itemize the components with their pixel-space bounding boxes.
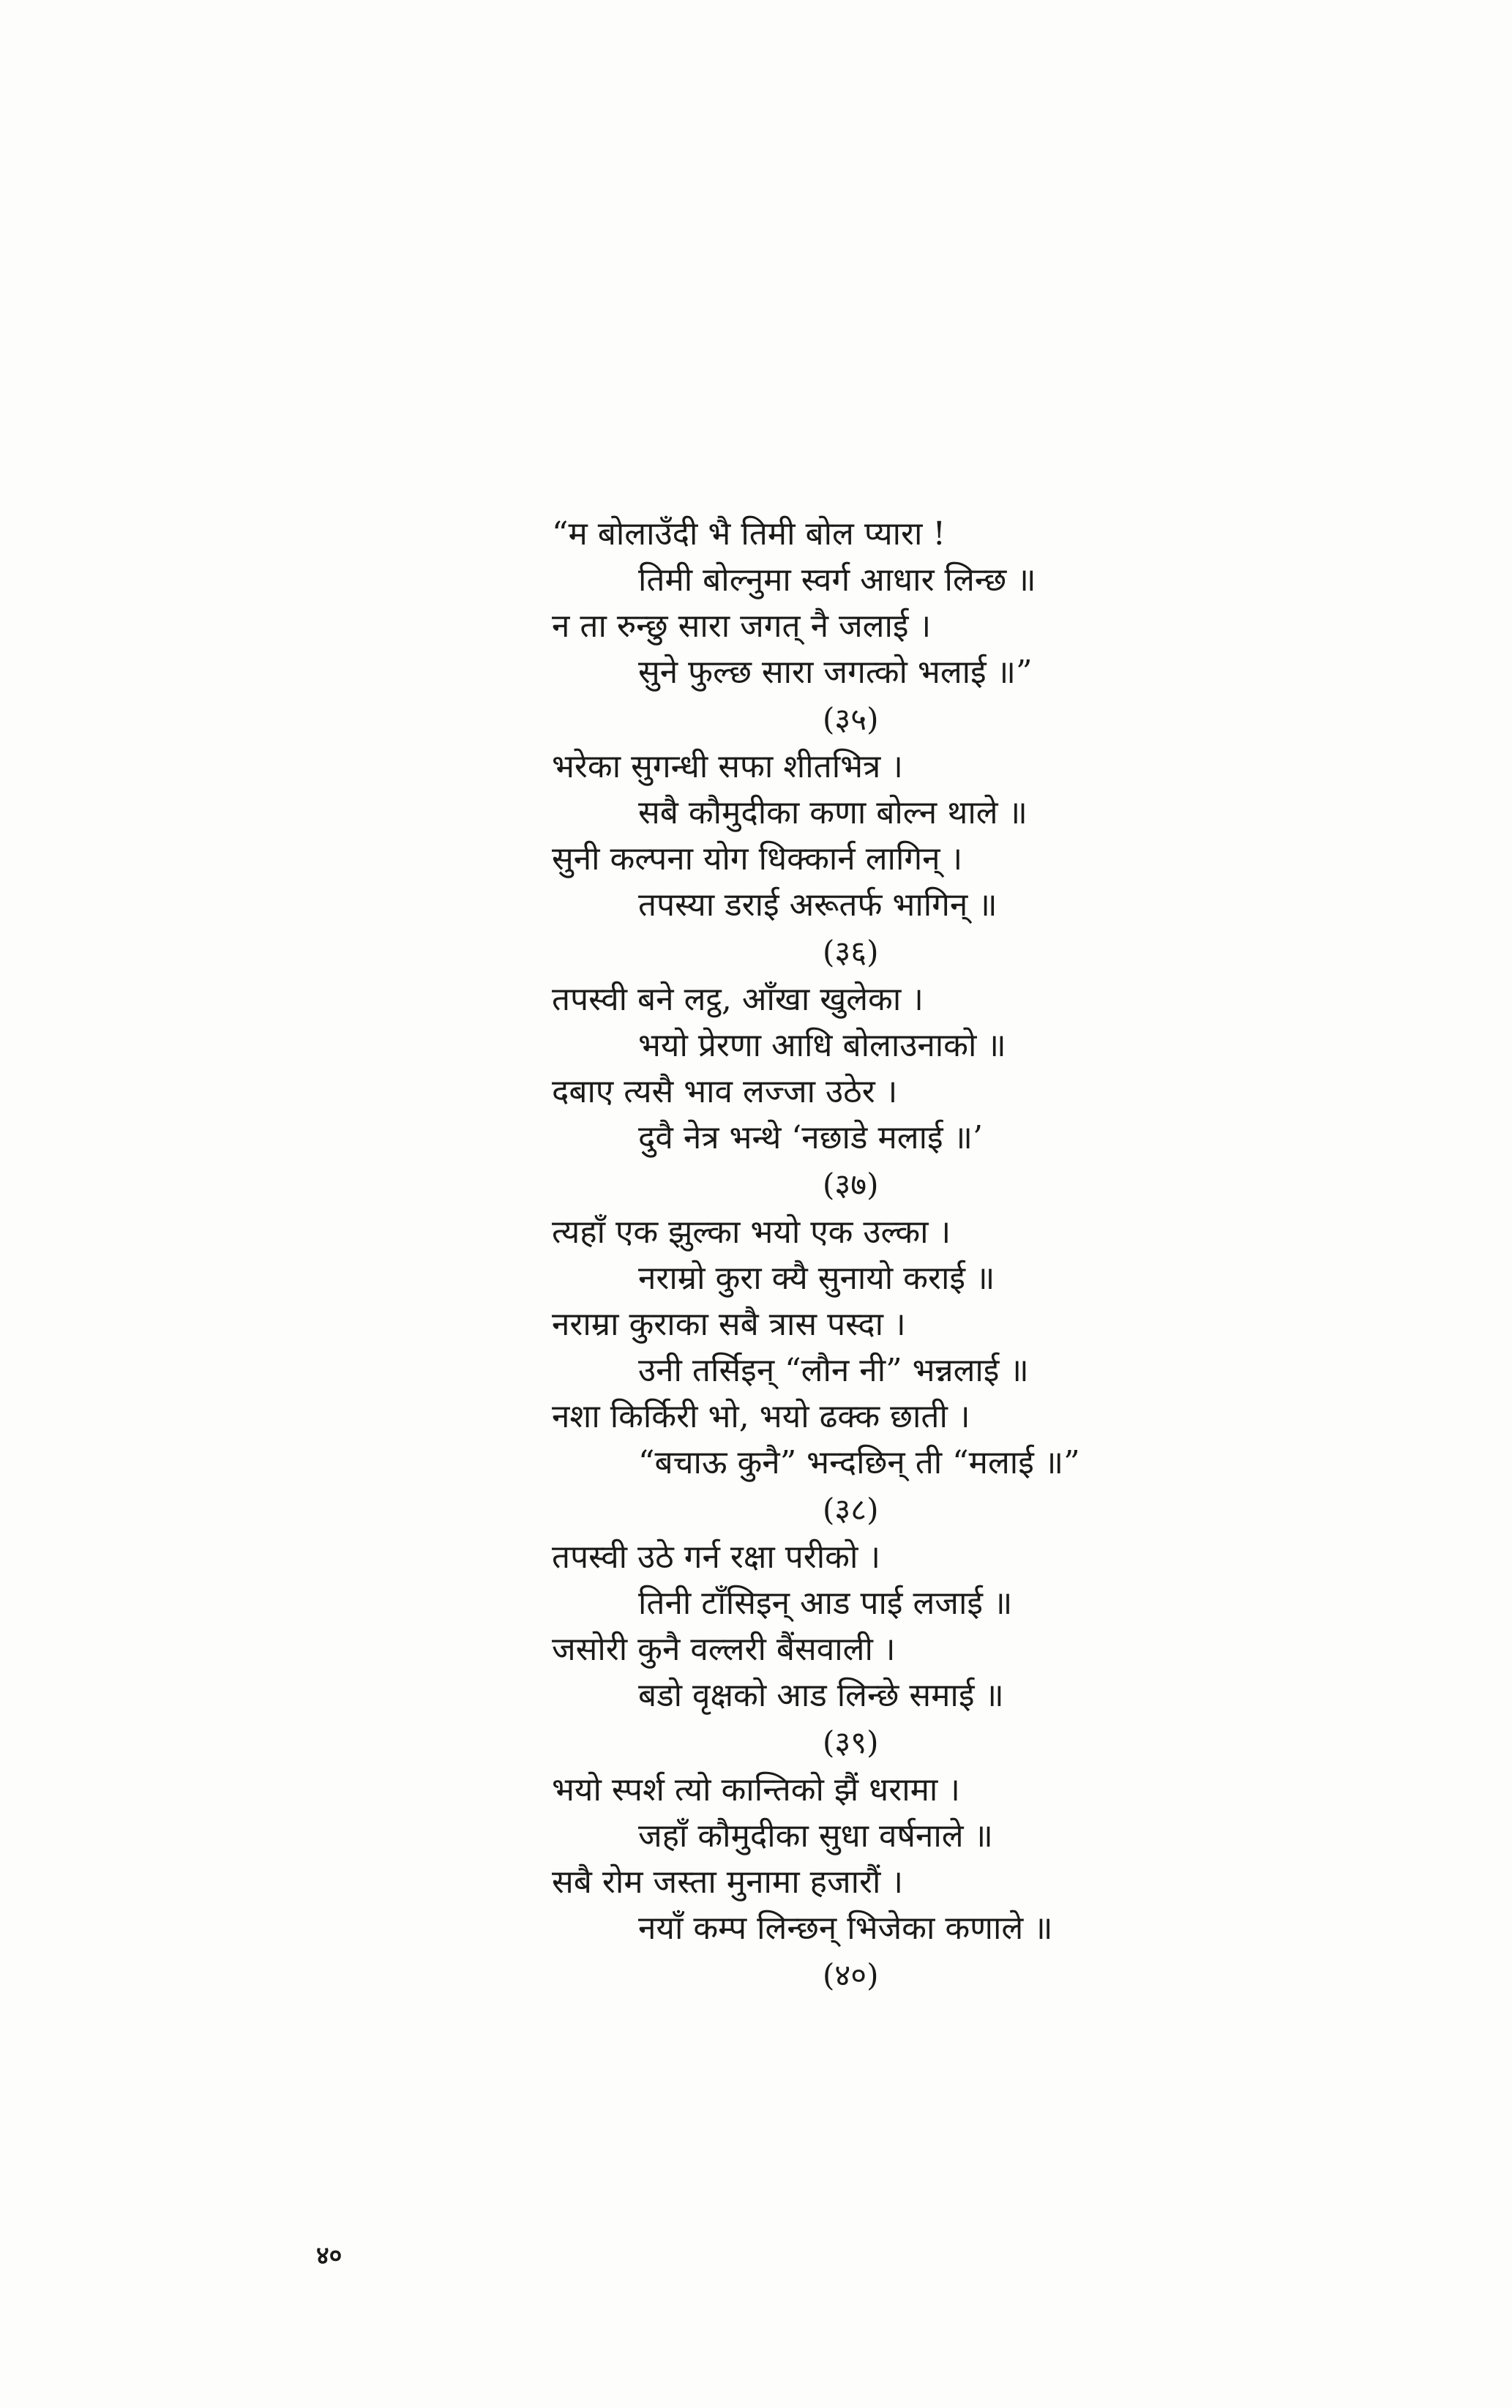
verse-line: नराम्रा कुराका सबै त्रास पस्दा । (552, 1306, 906, 1343)
stanza-number: (३५) (823, 701, 879, 737)
stanza-number: (४०) (823, 1957, 879, 1993)
verse-line: नयाँ कम्प लिन्छन् भिजेका कणाले ॥ (638, 1910, 1053, 1947)
verse-line: तपस्वी उठे गर्न रक्षा परीको । (552, 1538, 881, 1576)
verse-line: सुनी कल्पना योग धिक्कार्न लागिन् । (552, 840, 963, 878)
verse-line: दबाए त्यसै भाव लज्जा उठेर । (552, 1073, 898, 1110)
stanza (552, 976, 1210, 1209)
verse-line: भरेका सुगन्धी सफा शीतभित्र । (552, 748, 903, 785)
verse-line: “बचाऊ कुनै” भन्दछिन् ती “मलाई ॥” (638, 1444, 1080, 1481)
verse-line: उनी तर्सिइन् “लौन नी” भन्नलाई ॥ (638, 1352, 1029, 1389)
stanza (552, 1767, 1210, 2000)
verse-line: तपस्या डराई अरूतर्फ भागिन् ॥ (638, 886, 998, 924)
stanza (552, 1534, 1210, 1767)
stanza-number: (३९) (823, 1724, 879, 1760)
verse-line: सबै रोम जस्ता मुनामा हजारौं । (552, 1863, 904, 1901)
verse-line: भयो स्पर्श त्यो कान्तिको झैं धरामा । (552, 1771, 960, 1809)
verse-line: नराम्रो कुरा क्यै सुनायो कराई ॥ (638, 1260, 995, 1297)
verse-line: सुने फुल्छ सारा जगत्को भलाई ॥” (638, 654, 1033, 691)
verse-line: दुवै नेत्र भन्थे ‘नछाडे मलाई ॥’ (638, 1119, 983, 1156)
verse-line: त्यहाँ एक झुल्का भयो एक उल्का । (552, 1214, 951, 1251)
verse-line: भयो प्रेरणा आधि बोलाउनाको ॥ (638, 1027, 1006, 1064)
verse-line: “म बोलाउँदी भै तिमी बोल प्यारा ! (552, 515, 946, 553)
verse-line: तिमी बोल्नुमा स्वर्ग आधार लिन्छ ॥ (638, 561, 1036, 599)
stanza-number: (३७) (823, 1167, 879, 1203)
verse-line: नशा किर्किरी भो, भयो ढक्क छाती । (552, 1398, 970, 1435)
stanza (552, 511, 1210, 744)
verse-line: बडो वृक्षको आड लिन्छे समाई ॥ (638, 1677, 1004, 1714)
stanza (552, 744, 1210, 976)
verse-line: सबै कौमुदीका कणा बोल्न थाले ॥ (638, 794, 1028, 831)
verse-line: न ता रुन्छु सारा जगत् नै जलाई । (552, 607, 932, 645)
page-number: ४० (316, 2241, 343, 2270)
verse-line: तपस्वी बने लट्ठ, आँखा खुलेका । (552, 981, 924, 1018)
verse-line: जसोरी कुनै वल्लरी बैंसवाली । (552, 1631, 896, 1668)
poem-text (552, 511, 1210, 2000)
verse-line: जहाँ कौमुदीका सुधा वर्षनाले ॥ (638, 1817, 993, 1855)
verse-line: तिनी टाँसिइन् आड पाई लजाई ॥ (638, 1585, 1013, 1622)
stanza-number: (३८) (823, 1492, 879, 1528)
stanza (552, 1209, 1210, 1534)
stanza-number: (३६) (823, 934, 879, 970)
